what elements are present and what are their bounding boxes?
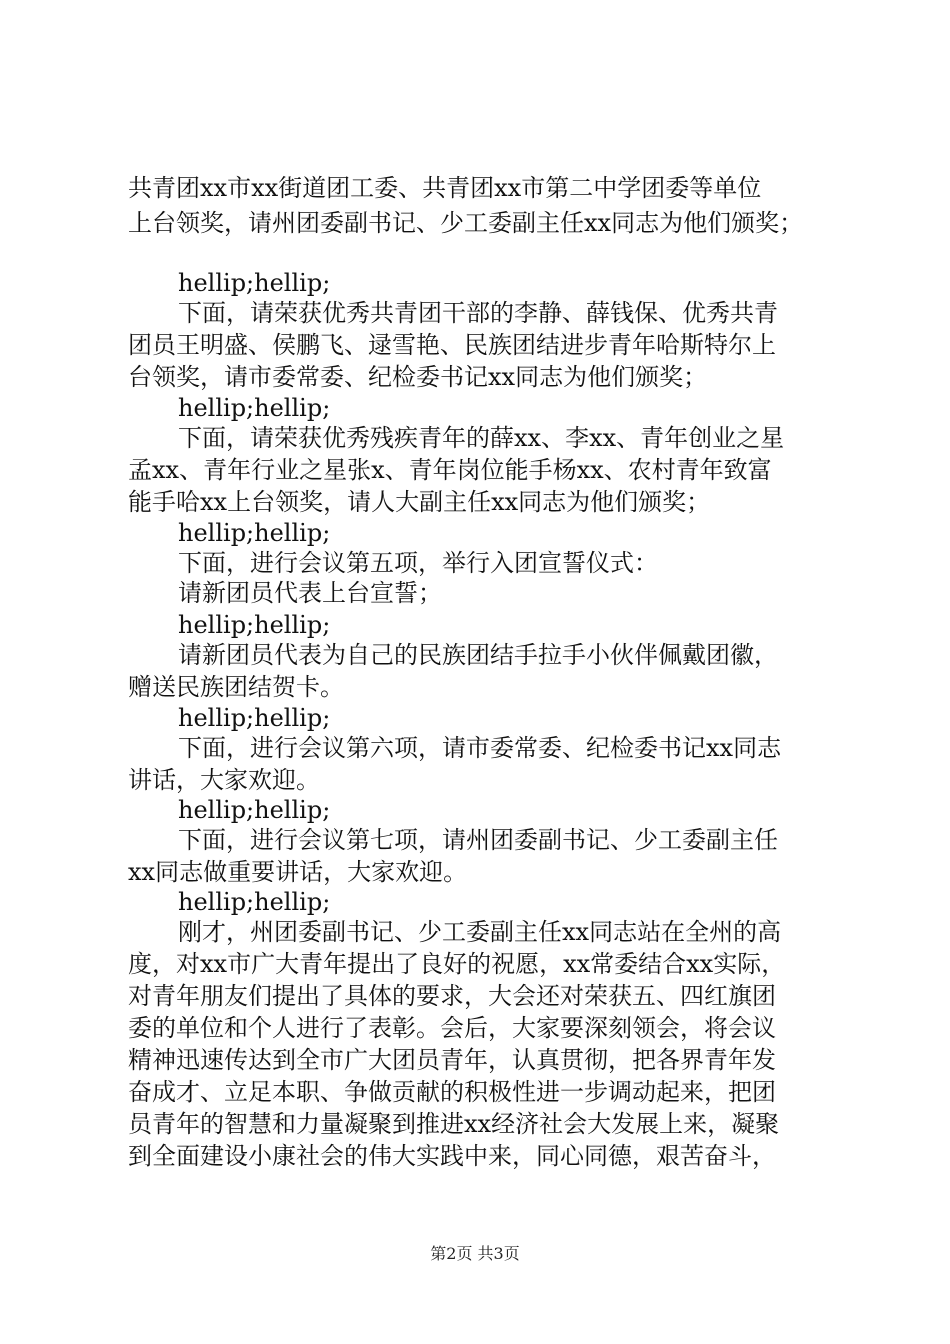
text-line: 台领奖，请市委常委、纪检委书记xx同志为他们颁奖； [128, 363, 708, 391]
page-number-footer: 第2页 共3页 [430, 1244, 520, 1263]
text-line: 请新团员代表上台宣誓； [178, 579, 442, 607]
text-line: xx同志做重要讲话，大家欢迎。 [128, 858, 468, 886]
text-line: 讲话，大家欢迎。 [128, 766, 320, 794]
text-line: 下面，请荣获优秀共青团干部的李静、薛钱保、优秀共青 [178, 299, 778, 327]
text-line: 到全面建设小康社会的伟大实践中来，同心同德，艰苦奋斗， [128, 1142, 776, 1170]
text-line: 员青年的智慧和力量凝聚到推进xx经济社会大发展上来，凝聚 [128, 1110, 780, 1138]
text-line: 能手哈xx上台领奖，请人大副主任xx同志为他们颁奖； [128, 488, 711, 516]
text-line: 赠送民族团结贺卡。 [128, 673, 344, 701]
text-line: 下面，进行会议第七项，请州团委副书记、少工委副主任 [178, 826, 778, 854]
ellipsis-line: hellip;hellip; [178, 394, 331, 422]
text-line: 下面，进行会议第五项，举行入团宣誓仪式： [178, 549, 658, 577]
text-line: 上台领奖，请州团委副书记、少工委副主任xx同志为他们颁奖； [128, 209, 804, 237]
text-line: 孟xx、青年行业之星张x、青年岗位能手杨xx、农村青年致富 [128, 456, 772, 484]
ellipsis-line: hellip;hellip; [178, 704, 331, 732]
text-line: 对青年朋友们提出了具体的要求，大会还对荣获五、四红旗团 [128, 982, 776, 1010]
text-line: 委的单位和个人进行了表彰。会后，大家要深刻领会，将会议 [128, 1014, 776, 1042]
text-line: 下面，请荣获优秀残疾青年的薛xx、李xx、青年创业之星 [178, 424, 785, 452]
text-line: 度，对xx市广大青年提出了良好的祝愿，xx常委结合xx实际， [128, 950, 786, 978]
text-line: 下面，进行会议第六项，请市委常委、纪检委书记xx同志 [178, 734, 782, 762]
text-line: 奋成才、立足本职、争做贡献的积极性进一步调动起来，把团 [128, 1078, 776, 1106]
ellipsis-line: hellip;hellip; [178, 269, 331, 297]
ellipsis-line: hellip;hellip; [178, 888, 331, 916]
text-line: 精神迅速传达到全市广大团员青年，认真贯彻，把各界青年发 [128, 1046, 776, 1074]
ellipsis-line: hellip;hellip; [178, 519, 331, 547]
text-line: 团员王明盛、侯鹏飞、逯雪艳、民族团结进步青年哈斯特尔上 [128, 331, 776, 359]
text-line: 刚才，州团委副书记、少工委副主任xx同志站在全州的高 [178, 918, 782, 946]
text-line: 共青团xx市xx街道团工委、共青团xx市第二中学团委等单位 [128, 174, 762, 202]
text-line: 请新团员代表为自己的民族团结手拉手小伙伴佩戴团徽， [178, 641, 778, 669]
ellipsis-line: hellip;hellip; [178, 611, 331, 639]
ellipsis-line: hellip;hellip; [178, 796, 331, 824]
